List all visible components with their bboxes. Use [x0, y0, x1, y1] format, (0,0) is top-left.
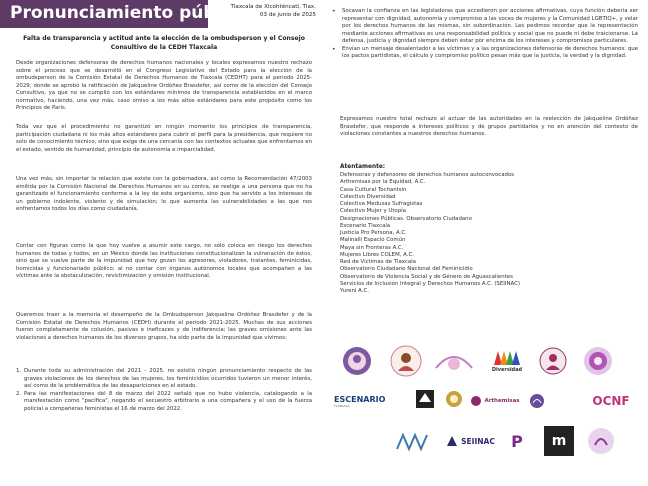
- header-date: 03 de junio de 2025: [259, 12, 316, 18]
- signer-name: Designaciones Públicas. Observatorio Ciudadano: [340, 215, 472, 222]
- seiinac-logo: [444, 428, 496, 454]
- signer-name: Observatorio Ciudadano Nacional del Feminicidio: [340, 266, 473, 273]
- heading-line-2: Consultivo de la CEDH Tlaxcala: [110, 44, 218, 51]
- list-number: 1.: [16, 368, 22, 374]
- colectivo-diversidad-logo: [484, 342, 530, 380]
- closing-paragraph: Expresamos nuestro total rechazo al actuar de las autoridades en la reelección de Jakqueline Ordóñez Brasdefer, que responde a intereses políticos y de grupos partidarios y no en atención del contexto de violaciones constantes a nuestros derechos humanos.: [340, 116, 638, 138]
- malinalli-logo: [544, 426, 574, 456]
- bullet-text: Envían un mensaje desalentador a las víctimas y a las organizaciones defensoras de derechos humanos: que los pactos partidistas, el cálculo y compromiso político pesan más que la justicia, la verdad y la dignidad.: [342, 45, 638, 60]
- signer-name: Yureni A.C.: [340, 288, 369, 294]
- signer-name: Colectivo Diversidad: [340, 193, 396, 200]
- ocnf-logo: [588, 384, 634, 418]
- gold-seal-logo: [444, 386, 464, 416]
- list-text: Durante toda su administración del 2021 - 2025, no existió ningún pronunciamiento respecto de las graves violaciones de los derechos de las mujeres, los feminicidios ocurridos tuvieron un menor interés, así como de la problemática de las desapariciones en el estado.: [24, 368, 312, 390]
- diversidad-label: Diversidad: [491, 367, 523, 373]
- paragraph-5: Queremos traer a la memoria el desempeño de la Ombudsperson Jakqueline Ordóñez Brasdefer y de la Comisión Estatal de Derechos Humanos (CEDH) durante el periodo 2021-2025. Muchas de sus acciones fueron completamente de colusión, pasivas e ineficaces y de indiferencia; las graves omisiones ante las violaciones a derechos humanos de los diversos grupos, ha sido parte de la impunidad que vivimos:: [16, 312, 312, 341]
- designaciones-logo: [390, 426, 436, 456]
- signer-name: Casa Cultural Tochantsin: [340, 186, 407, 193]
- escenario-tlaxcala-logo: [334, 390, 408, 412]
- list-item: [16, 391, 312, 414]
- page-title: Pronunciamiento público: [10, 3, 249, 23]
- list-item: [16, 368, 312, 391]
- heading-line-1: Falta de transparencia y actitud ante la elección de la ombudsperson y el Consejo: [23, 35, 305, 42]
- signer-name: Servicios de Inclusión Integral y Derechos Humanos A.C. (SEIINAC): [340, 280, 520, 287]
- colectivo-mujer-logo: [386, 344, 426, 378]
- bullet-item: [332, 46, 638, 61]
- paragraph-3: Una vez más, sin importar la relación que existe con la gobernadora, así como la Recomendación 47/2003 emitida por la Comisión Nacional de Derechos Humanos en su contra, se reelige a una persona que no ha garantizado el funcionamiento conforme a la ley de este organismo, sino que ha servido a los intereses de un gobierno indolente, violento y de simulación; lo que aumenta las vulnerabilidades a las que nos enfrentamos todos los días como ciudadanía.: [16, 176, 312, 213]
- right-page: [326, 0, 644, 486]
- ocnf-label: OCNF: [592, 394, 630, 408]
- signer-name: Defensoras y defensores de derechos humanos autoconvocados: [340, 172, 515, 178]
- purple-circle-logo: [340, 344, 374, 378]
- paragraph-2: Toda vez que el procedimiento no garantizó en ningún momento los principios de transparencia, participación ciudadana ni los más altos estándares para cubrir el perfil para la presidencia, que requiere no solo de conocimiento técnico, sino que exige de una cercanía con las contextos actuales que enfrentamos en el estado, sentido de humanidad, principio de autonomía e imparcialidad.: [16, 124, 312, 153]
- arthemisas-label: Arthemisas: [484, 398, 520, 404]
- observatorio-violencia-logo: [526, 388, 580, 414]
- signer-name: Malinalli Espacio Común: [340, 237, 406, 244]
- signers-list: [340, 172, 638, 295]
- maya-sin-fronteras-logo: [430, 344, 478, 378]
- escenario-sublabel: TLAXCALA: [334, 403, 350, 408]
- mujeres-libres-logo: [578, 344, 618, 378]
- bullet-dot-icon: •: [332, 45, 336, 53]
- list-number: 2.: [16, 390, 22, 397]
- signer-name: Observatorio de Violencia Social y de Género de Aguascalientes: [340, 273, 513, 280]
- signer-name: Colectivo Mujer y Utopía: [340, 208, 406, 215]
- header-meta: [212, 3, 316, 19]
- left-page: [0, 0, 318, 486]
- bullet-text: Socavan la confianza en las legisladoras que accedieron por acciones afirmativas, cuya función debería ser representar con dignidad, autonomía y compromiso a las voces de mujeres y la Comunidad LGBTIQ+, y velar por los derechos humanos de las mismas, sin subordinación. Les pedimos recordar que la representación mediante acciones afirmativas es una responsabilidad política y social que no puede ni debe traicionarse. La defensa, justicia y dignidad siempre deben estar por encima de los intereses y compromisos particulares.: [342, 8, 638, 45]
- signer-name: Arthemisas por la Equidad, A.C.: [340, 179, 426, 186]
- logos-grid: [326, 340, 644, 486]
- signer-name: Mujeres Libres COLEM, A.C.: [340, 251, 414, 258]
- signers-title: Atentamente:: [340, 164, 386, 170]
- red-victimas-logo: [536, 344, 570, 378]
- signer-name: Colectiva Medusas Sufragistas: [340, 201, 423, 207]
- paragraph-1: Desde organizaciones defensoras de derechos humanos nacionales y locales expresamos nuestro rechazo sobre el proceso que se desarrolló en el Congreso Legislativo del Estado para la elección de la ombudsperson de la Comisión Estatal de Derechos Humanos de Tlaxcala (CEDHT) para el periodo 2025-2029, donde se aprobó la ratificación de Jakqueline Ordóñez Brasdefer, así como de la elección del Consejo Consultivo, ya que no se cumplió con los estándares mínimos de transparencia establecidos en el marco normativo, haciendo, una vez más, caso omiso a los más altos estándares para este propósito como los Principios de París.: [16, 60, 312, 112]
- escenario-label: ESCENARIO: [334, 394, 386, 404]
- header-place: Tlaxcala de Xicohténcatl, Tlax.: [230, 4, 316, 10]
- paragraph-4: Contar con figuras como la que hoy vuelve a asumir este cargo, no sólo coloca en riesgo los derechos humanos de todas y todos, en un México donde las instituciones constitucionalizan la vulneración de éstos, sino que se vuelve parte de la impunidad que hoy gozan los agresores, violadores, tratantes, feminicidas, homicidas y funcionariado público; al no contar con órganos autónomos locales que acompañen a las víctimas ante la obstaculización, revictimización y omisión institucional.: [16, 243, 312, 280]
- seiinac-label: SEIINAC: [461, 436, 495, 446]
- signer-name: Escenario Tlaxcala: [340, 222, 391, 229]
- signer-name: Justicia Pro Persona, A.C.: [340, 230, 407, 236]
- signer-name: Red de Víctimas de Tlaxcala: [340, 259, 416, 265]
- numbered-list: [16, 368, 312, 413]
- yureni-logo: [584, 426, 618, 456]
- bullet-item: [332, 8, 638, 46]
- p-label: P: [511, 431, 523, 451]
- arthemisas-logo: [468, 390, 522, 412]
- bullet-dot-icon: •: [332, 8, 336, 15]
- document-heading: [16, 34, 312, 52]
- m-label: m: [551, 433, 567, 449]
- signer-name: Maya sin Fronteras A.C.: [340, 244, 404, 251]
- list-text: Para las manifestaciones del 8 de marzo del 2022 señaló que no hubo violencia, catalogando a la manifestación como "pacífica", negando el secuestro arbitrario a una compañera y el uso de la fuerza policial a compañeras feministas el 16 de marzo del 2022.: [24, 390, 312, 412]
- justicia-pro-persona-logo: [502, 426, 532, 456]
- header-band: [0, 0, 249, 28]
- dark-emblem-logo: [412, 386, 438, 416]
- bullet-list: [332, 8, 638, 61]
